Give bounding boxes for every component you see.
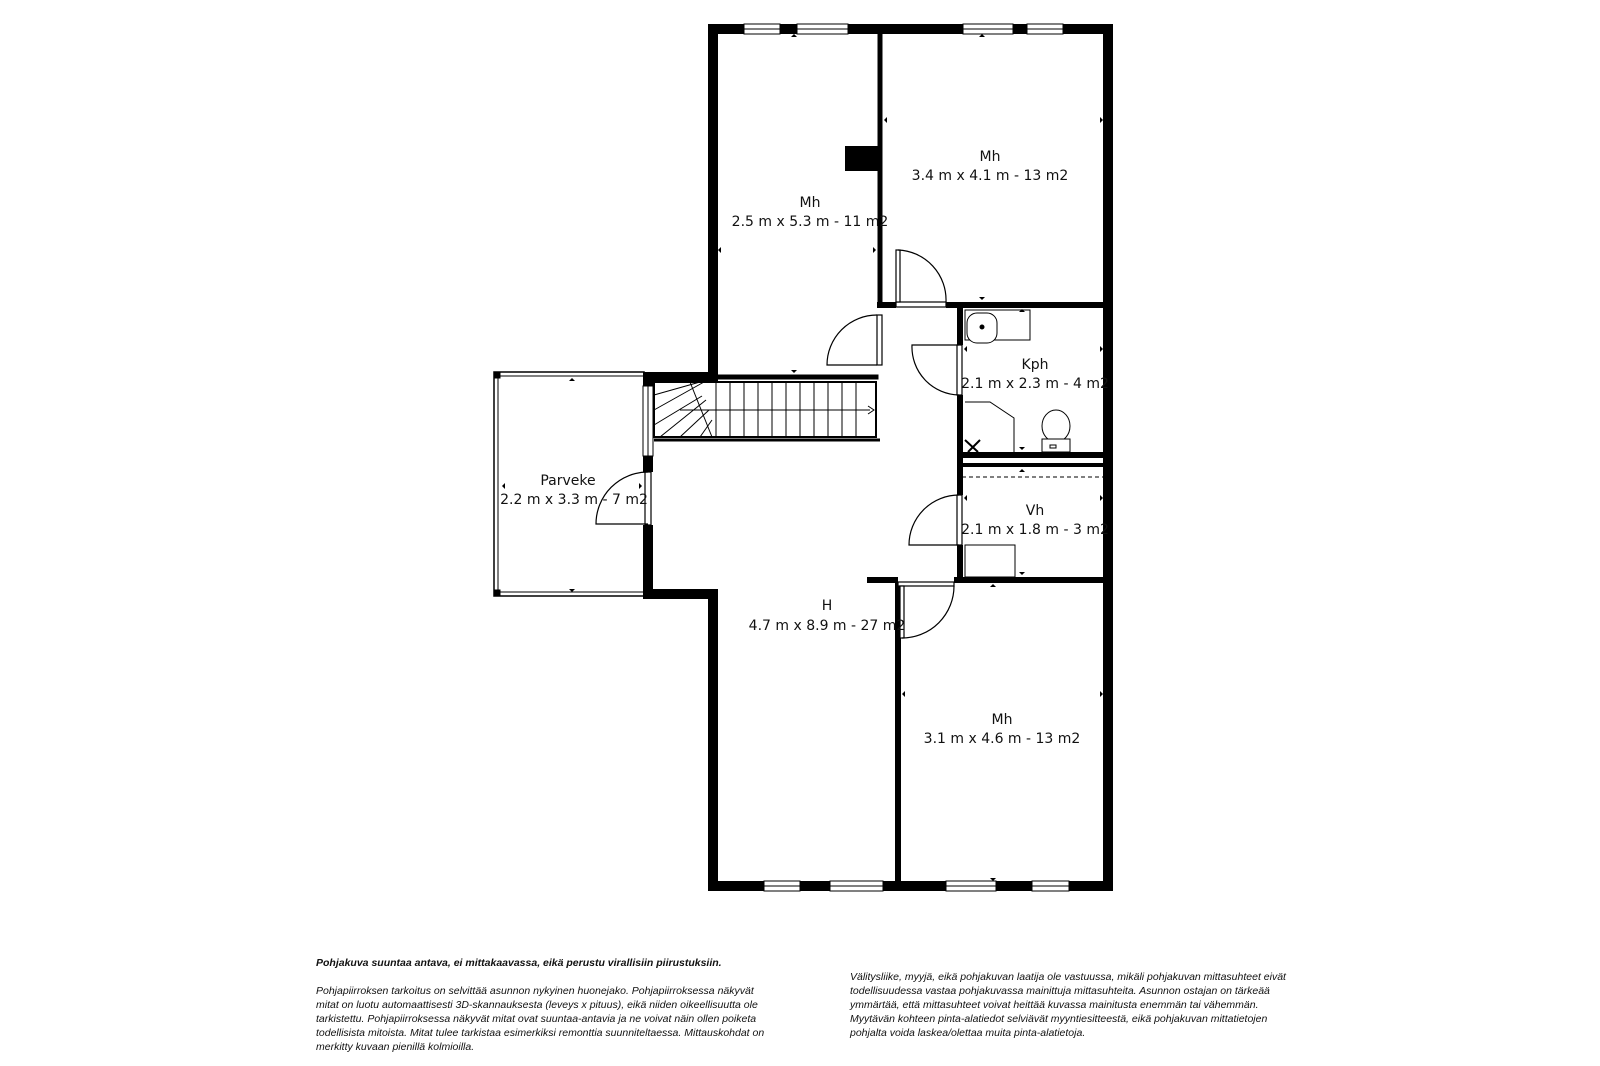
room-name-mh-top-right: Mh (979, 149, 1001, 165)
room-name-parveke: Parveke (540, 473, 596, 489)
room-dims-mh-top-left: 2.5 m x 5.3 m - 11 m2 (731, 214, 889, 230)
door-openings (643, 300, 965, 585)
room-dims-kph: 2.1 m x 2.3 m - 4 m2 (961, 376, 1109, 392)
room-name-mh-top-left: Mh (799, 195, 821, 211)
room-dims-vh: 2.1 m x 1.8 m - 3 m2 (961, 522, 1109, 538)
room-name-h: H (821, 598, 833, 614)
room-dims-mh-top-right: 3.4 m x 4.1 m - 13 m2 (911, 168, 1069, 184)
room-dims-mh-bottom-right: 3.1 m x 4.6 m - 13 m2 (923, 731, 1081, 747)
disclaimer-title: Pohjakuva suuntaa antava, ei mittakaavassa, eikä perustu virallisiin piirustuksiin. (316, 957, 722, 969)
chimney (845, 146, 878, 171)
staircase (654, 382, 880, 440)
room-name-kph: Kph (1021, 357, 1049, 373)
room-name-mh-bottom-right: Mh (991, 712, 1013, 728)
room-dims-h: 4.7 m x 8.9 m - 27 m2 (748, 618, 906, 634)
room-labels (500, 149, 1109, 747)
disclaimer-right-text: Välitysliike, myyjä, eikä pohjakuvan laatija ole vastuussa, mikäli pohjakuvan mittasuhteet eivät todellisuudessa vastaa pohjakuvassa mainittuja mittasuhteita. Asunnon ostajan on tärkeää ymmärtää, että mittasuhteet voivat heittää kuvassa mainitusta enemmän tai vähemmän. Myytävän kohteen pinta-alatiedot selviävät myyntiesitteestä, eikä pohjakuvan mittatietojen pohjalta voida laskea/olettaa muita pinta-alatietoja. (850, 971, 1286, 1039)
room-name-vh: Vh (1025, 503, 1045, 519)
disclaimer-left-text: Pohjapiirroksen tarkoitus on selvittää asunnon nykyinen huonejako. Pohjapiirroksessa näkyvät mitat on luotu automaattisesti 3D-skannauksesta (leveys x pituus), eikä niiden oikeellisuutta ole tarkistettu. Pohjapiirroksessa näkyvät mitat ovat suuntaa-antavia ja ne voivat näin ollen poiketa todellisista mitoista. Mitat tulee tarkistaa esimerkiksi remonttia suunniteltaessa. Mittauskohdat on merkitty kuvaan pienillä kolmioilla. (316, 985, 765, 1053)
room-dims-parveke: 2.2 m x 3.3 m - 7 m2 (500, 492, 648, 508)
